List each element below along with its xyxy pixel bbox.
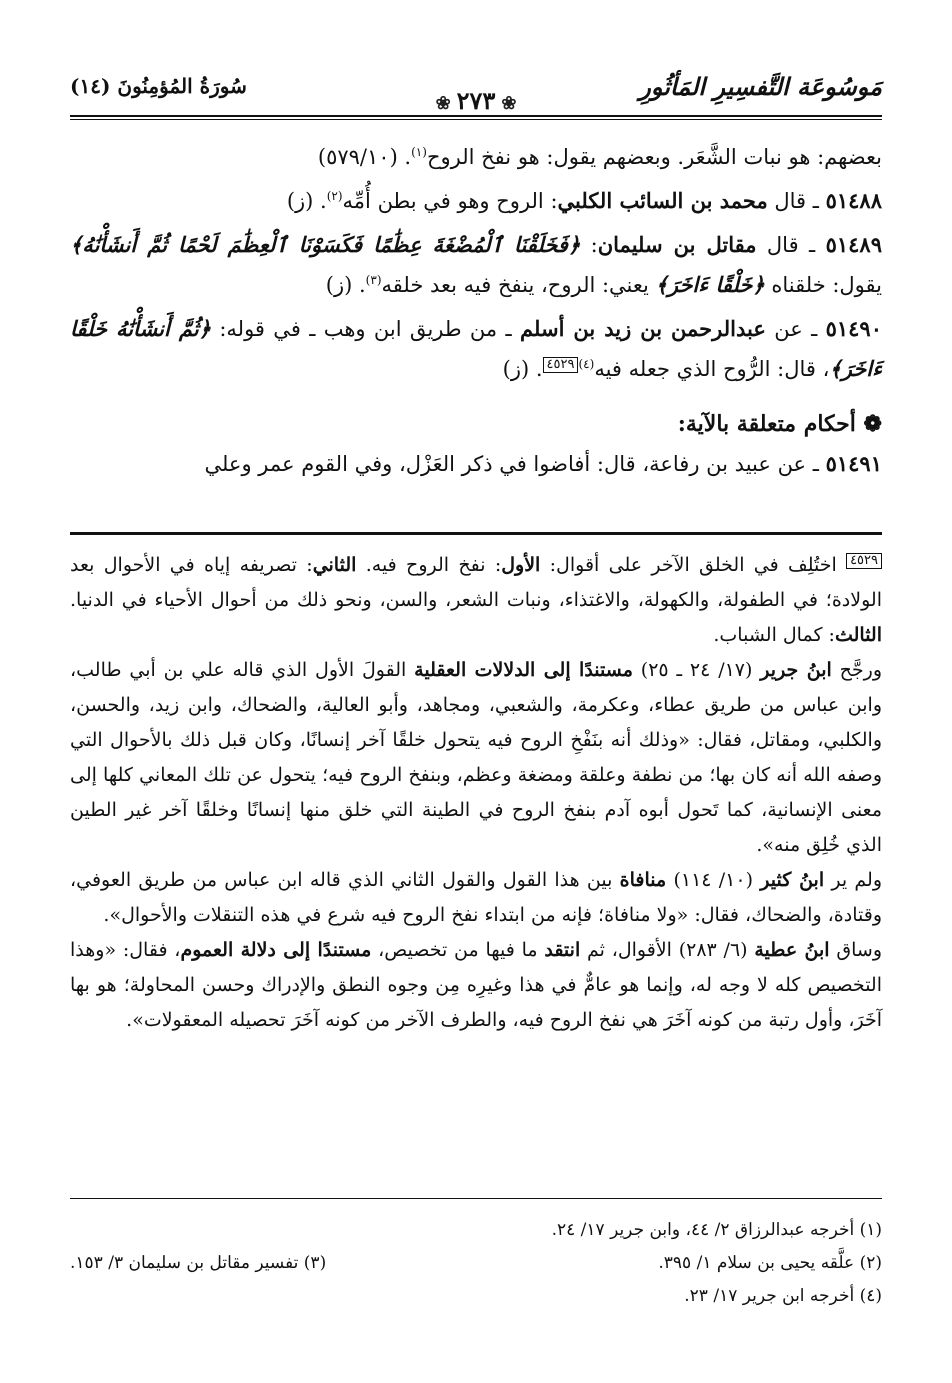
surah-title: سُورَةُ المُؤمِنُونَ (١٤) — [70, 74, 247, 98]
footnote-row — [70, 1280, 882, 1313]
reference: (١٧/ ٢٤ ـ ٢٥) — [632, 659, 761, 681]
text: القولَ الأول الذي قاله علي بن أبي طالب، وابن عباس من طريق عطاء، وعكرمة، والشعبي، ومجاهد، وأبو العالية، والضحاك، وابن زيد، والحسن، والكلبي، ومقاتل، فقال: «وذلك أنه بنَفْخِ الروح فيه يتحول خلقًا آخر إنسانًا، وكان قبل ذلك بالأحوال التي وصفه الله أنه كان بها؛ من نطفة وعلقة ومضغة وعظم، وبنفخ الروح فيه؛ يتحول عن تلك المعاني كلها إلى معنى الإنسانية، كما تَحول أبوه آدم بنفخ الروح في الطينة التي خلق منها إنسانًا وخلقًا آخر غير الطين الذي خُلِق منه». — [70, 659, 882, 856]
text: ـ عن عبيد بن رفاعة، قال: أفاضوا في ذكر العَزْل، وفي القوم عمر وعلي — [204, 452, 826, 476]
footnote-row — [70, 1214, 882, 1247]
text: اختُلِف في الخلق الآخر على أقوال: — [540, 554, 847, 576]
text: ولم ير — [824, 869, 883, 891]
ornament-icon: ❀ — [435, 93, 451, 114]
label: الأول — [501, 554, 541, 576]
emphasis: منافاة — [619, 869, 667, 891]
footnote-marker[interactable]: (٤) — [578, 357, 595, 371]
text: : الروح وهو في بطن أُمِّه — [342, 189, 558, 213]
header-rule — [70, 115, 882, 117]
text: : كمال الشباب. — [713, 624, 835, 646]
text: ـ قال — [767, 189, 826, 213]
text: يقول: خلقناه — [764, 273, 882, 297]
scholar-name: ابنُ كثير — [760, 869, 825, 891]
emphasis: مستندًا إلى الدلالات العقلية — [414, 659, 633, 681]
narrator-name: محمد بن السائب الكلبي — [557, 188, 768, 213]
reference: (٦/ ٢٨٣) الأقوال، ثم — [580, 939, 755, 961]
text: يعني: الروح، ينفخ فيه بعد خلقه — [381, 273, 656, 297]
footnote-separator — [70, 1198, 882, 1199]
emphasis: مستندًا إلى دلالة العموم — [180, 939, 372, 961]
page-number: ٢٧٣ — [456, 86, 496, 115]
ornament-icon: ❀ — [501, 93, 517, 114]
commentary-paragraph — [70, 863, 882, 933]
quran-verse: ﴿فَخَلَقْنَا ٱلْمُضْغَةَ عِظَٰمًا فَكَسَوْنَا ٱلْعِظَٰمَ لَحْمًا ثُمَّ أَنشَأْنَٰهُ﴾ — [70, 232, 581, 257]
commentary-paragraph — [70, 548, 882, 653]
text: بين هذا القول والقول الثاني الذي قاله ابن عباس من طريق العوفي، وقتادة، والضحاك، فقال: «ولا منافاة؛ فإنه من ابتداء نفخ الروح فيه شرع في هذه التنقلات والأحوال». — [70, 869, 882, 926]
text: ، قال: الرُّوح الذي جعله فيه — [594, 357, 830, 381]
footnote-1: (١) أخرجه عبدالرزاق ٢/ ٤٤، وابن جرير ١٧/ ٢٤. — [551, 1220, 882, 1240]
footnote-row — [70, 1247, 882, 1280]
text: : تصريفه إياه في الأحوال بعد الولادة؛ في الطفولة، والكهولة، والاغتذاء، ونبات الشعر، والسن، ونحو ذلك من أحوال الأحياء في الدنيا. — [70, 554, 882, 611]
text: ـ عن — [765, 317, 826, 341]
scholar-name: ابنُ عطية — [754, 939, 830, 961]
quran-verse: ﴿خَلْقًا ءَاخَرَ﴾ — [655, 272, 765, 297]
commentary-ref-box[interactable]: ٤٥٢٩ — [543, 357, 579, 373]
page-header — [70, 62, 882, 122]
footnote-marker[interactable]: (٣) — [365, 273, 382, 287]
narrator-name: مقاتل بن سليمان — [597, 232, 757, 257]
main-text — [70, 138, 882, 488]
commentary-ref-box: ٤٥٢٩ — [846, 553, 882, 569]
text: وساق — [829, 939, 882, 961]
header-rule-thin — [70, 119, 882, 120]
text: : نفخ الروح فيه. — [356, 554, 502, 576]
entry-5488 — [70, 181, 882, 221]
reference: . (٥٧٩/١٠) — [317, 145, 412, 169]
commentary-paragraph — [70, 933, 882, 1038]
footnote-marker[interactable]: (١) — [411, 145, 427, 159]
narrator-name: عبدالرحمن بن زيد بن أسلم — [520, 316, 766, 341]
main-divider — [70, 532, 882, 535]
text: ـ قال — [756, 233, 826, 257]
entry-number: ٥١٤٩٠ — [825, 316, 882, 341]
commentary-paragraph — [70, 653, 882, 863]
label: الثالث — [834, 624, 882, 646]
text: بعضهم: هو نبات الشَّعَر. وبعضهم يقول: هو نفخ الروح — [426, 145, 882, 169]
paragraph-continuation — [70, 138, 882, 177]
text: ـ من طريق ابن وهب ـ في قوله: — [210, 317, 521, 341]
reference: (١٠/ ١١٤) — [666, 869, 761, 891]
entry-5491 — [70, 444, 882, 484]
entry-number: ٥١٤٩١ — [825, 451, 882, 476]
section-heading: ❁ أحكام متعلقة بالآية: — [677, 411, 882, 437]
text: : — [580, 233, 598, 257]
footnote-4: (٤) أخرجه ابن جرير ١٧/ ٢٣. — [684, 1286, 882, 1306]
commentary — [70, 548, 882, 1038]
label: الثاني — [312, 554, 357, 576]
footnote-3: (٣) تفسير مقاتل بن سليمان ٣/ ١٥٣. — [70, 1253, 327, 1273]
text: . (ز) — [502, 357, 543, 381]
book-title: مَوسُوعَة التَّفسِيرِ المَأثُورِ — [639, 72, 882, 101]
text: . (ز) — [286, 189, 327, 213]
scholar-name: ابنُ جرير — [760, 659, 832, 681]
text: . (ز) — [325, 273, 366, 297]
footnote-2: (٢) علَّقه يحيى بن سلام ١/ ٣٩٥. — [658, 1253, 882, 1273]
entry-5490 — [70, 309, 882, 389]
footnote-marker[interactable]: (٢) — [326, 189, 343, 203]
footnotes — [70, 1214, 882, 1313]
text: ورجَّح — [831, 659, 883, 681]
quran-verse: ﴿ثُمَّ أَنشَأْنَٰهُ خَلْقًا ءَاخَرَ﴾ — [70, 316, 882, 381]
emphasis: انتقد — [544, 939, 581, 961]
entry-5489 — [70, 225, 882, 305]
text: ، فقال: «وهذا التخصيص كله لا وجه له، وإنما هو عامٌّ في هذا وغيرِه مِن وجوه النطق والإدراك وحسن المحاولة؛ هو بها آخَرَ، وأول رتبة من كونه آخَرَ هي نفخ الروح فيه، والطرف الآخر من كونه آخَرَ تحصيله المعقولات». — [70, 939, 882, 1031]
entry-number: ٥١٤٨٨ — [825, 188, 882, 213]
entry-number: ٥١٤٨٩ — [825, 232, 882, 257]
text: ما فيها من تخصيص، — [371, 939, 545, 961]
